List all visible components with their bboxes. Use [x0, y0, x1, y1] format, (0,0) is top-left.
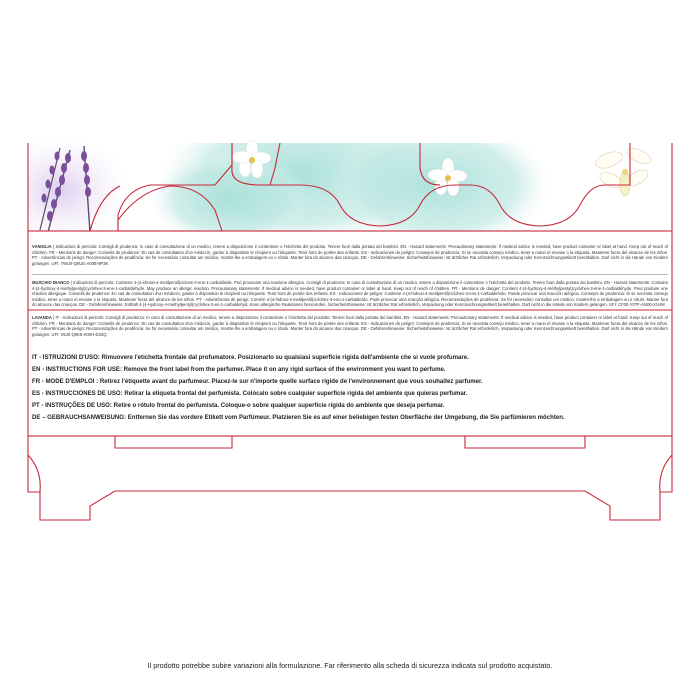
- instruction-it: IT - ISTRUZIONI D'USO: Rimuovere l'etichetta frontale dal profumatore. Posizionarlo su qualsiasi superficie rigida dell'ambiente che si vuole profumare.: [32, 354, 469, 361]
- divider: [32, 274, 668, 275]
- legal-text-lavanda: | IT - Indicazioni di pericolo: Consigli di prudenza: In caso di consultazione di un medico, tenere a disposizione il contenitore o l'etichetta del prodotto. Tenere fuori dalla portata dei bambini. EN - Hazard statements: Precautionary statements: If medical advice is needed, have product container or label at hand. Keep out of reach of children. FR - Mentions de danger: Conseils de prudence: En cas de consultation d'un médecin, garder à disposition le récipient ou l'étiquette. Tenir hors de portée des enfants. ES - Indicaciones de peligro: Consejos de prudencia: Si se necesita consejo médico, tener a mano el envase o la etiqueta. Mantener fuera del alcance de los niños. PT - Advertências de perigo: Recomendações de prudência: Se for necessário consultar um médico, mostre-lhe a embalagem ou o rótulo. Manter fora do alcance das crianças. DE - Gefahrenhinweise: Sicherheitshinweise: Ist ärztlicher Rat erforderlich, Verpackung oder Kennzeichnungsetikett bereithalten. Darf nicht in die Hände von Kindern gelangen. UFI: V5J0-Q0K6-X00H-D23Q: [32, 315, 668, 337]
- legal-text-vaniglia: | Indicazioni di pericolo: Consigli di prudenza: In caso di consultazione di un medico, tenere a disposizione il contenitore o l'etichetta del prodotto. Tenere fuori dalla portata dei bambini. EN - Hazard statements: Precautionary statements: If medical advice is needed, have product container or label at hand. Keep out of reach of children. FR - Mentions de danger: Conseils de prudence: En cas de consultation d'un médecin, garder à disposition le récipient ou l'étiquette. Tenir hors de portée des enfants. ES - Indicaciones de peligro: Consejos de prudencia: Si se necesita consejo médico, tener a mano el envase o la etiqueta. Mantener fuera del alcance de los niños. PT - Advertências de perigo: Recomendações de prudência: Se for necessário consultar um médico, mostre-lhe a embalagem ou o rótulo. Manter fora do alcance das crianças. DE - Gefahrenhinweise: Sicherheitshinweise: Ist ärztlicher Rat erforderlich, Verpackung oder Kennzeichnungsetikett bereithalten. Darf nicht in die Hände von Kindern gelangen. UFI: 7WU0-Q0UE-A00B-9P3K: [32, 244, 668, 266]
- instruction-en: EN - INSTRUCTIONS FOR USE: Remove the front label from the perfumer. Place it on any rigid surface of the environment you want to perfume.: [32, 366, 446, 373]
- legal-block-vaniglia: [32, 244, 668, 266]
- legal-block-lavanda: [32, 315, 668, 337]
- vanilla-flower-illustration: [593, 145, 700, 196]
- fragrance-name-vaniglia: VANIGLIA: [32, 244, 52, 249]
- instruction-fr: FR - MODE D'EMPLOI : Retirez l'étiquette avant du parfumeur. Placez-le sur n'importe quelle surface rigide de l'environnement que vous souhaitez parfumer.: [32, 378, 483, 385]
- fragrance-name-muschio-bianco: MUSCHIO BIANCO: [32, 280, 70, 285]
- fragrance-name-lavanda: LAVANDA: [32, 315, 52, 320]
- legal-text-muschio-bianco: | Indicazioni di pericolo: Contiene 4-(4-idrossi-4-metilpentil)cicloes-3-ene-1-carbaldeide. Può provocare una reazione allergica. Consigli di prudenza: In caso di consultazione di un medico, tenere a disposizione il contenitore o l'etichetta del prodotto. Tenere fuori dalla portata dei bambini. EN - Hazard statements: Contains 4-(4-hydroxy-4-methylpentyl)cyclohex-3-ene-1-carbaldehyde. May produce an allergic reaction. Precautionary statements: If medical advice is needed, have product container or label at hand. Keep out of reach of children. FR - Mentions de danger: Contient 4-(4-hydroxy-4-méthylpentyl)cyclohex-3-ène-1-carbaldéhyde. Peut produire une réaction allergique. Conseils de prudence: En cas de consultation d'un médecin, garder à disposition le récipient ou l'étiquette. Tenir hors de portée des enfants. ES - Indicaciones de peligro: Contiene 4-(4-hidroxi-4-metilpentil)ciclohex-3-eno-1-carbaldehído. Puede provocar una reacción alérgica. Consejos de prudencia: Si se necesita consejo médico, tener a mano el envase o la etiqueta. Mantener fuera del alcance de los niños. PT - Advertências de perigo: Contém 4-(4-hidroxi-4-metilpentil)ciclohex-3-eno-1-carbaldeído. Pode provocar uma reacção alérgica. Recomendações de prudência: Se for necessário consultar um médico, mostre-lhe a embalagem ou o rótulo. Manter fora do alcance das crianças. DE - Gefahrenhinweise: Enthält 4-(4-Hydroxy-4-methylpentyl)cyclohex-3-en-1-carbaldehyd. Kann allergische Reaktionen hervorrufen. Sicherheitshinweise: Ist ärztlicher Rat erforderlich, Verpackung oder Kennzeichnungsetikett bereithalten. Darf nicht in die Hände von Kindern gelangen. UFI: CF00-Y07F-AN00-X1HM: [32, 280, 668, 308]
- instruction-es: ES - INSTRUCCIONES DE USO: Retirar la etiqueta frontal del perfumista. Colócalo sobre cualquier superficie rígida del ambiente que quieras perfumar.: [32, 390, 468, 397]
- formulation-disclaimer: Il prodotto potrebbe subire variazioni alla formulazione. Far riferimento alla scheda di sicurezza indicata sul prodotto acquistato.: [147, 661, 553, 670]
- instruction-de: DE – GEBRAUCHSANWEISUNG: Entfernen Sie das vordere Etikett vom Parfümeur. Platzieren Sie es auf einer beliebigen festen Oberfläche der Umgebung, die Sie parfümieren möchten.: [32, 414, 565, 421]
- instruction-pt: PT - INSTRUÇÕES DE USO: Retire o rótulo frontal do perfumista. Coloque-o sobre qualquer superficie rígida do ambiente que deseja perfumar.: [32, 402, 445, 409]
- watercolor-background: [0, 105, 550, 250]
- legal-block-muschio-bianco: [32, 280, 668, 308]
